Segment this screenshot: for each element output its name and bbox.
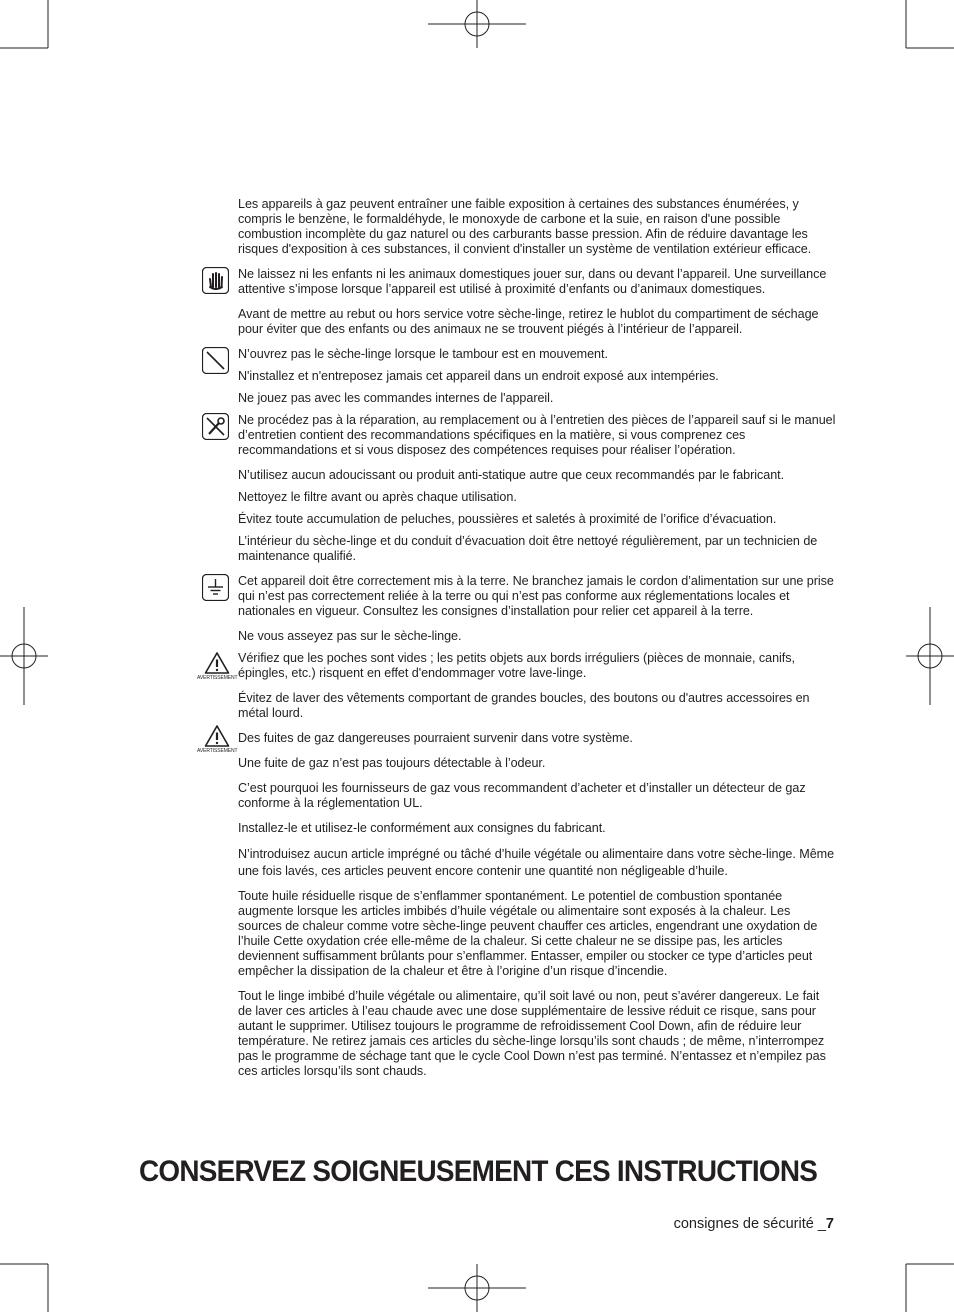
registration-mark-left (0, 607, 48, 705)
paragraph-gas-odor: Une fuite de gaz n’est pas toujours détectable à l’odeur. (238, 756, 546, 770)
paragraph-weather: N'installez et n'entreposez jamais cet appareil dans un endroit exposé aux intempéries. (238, 369, 719, 383)
paragraph-pockets: AVERTISSEMENT Vérifiez que les poches sont vides ; les petits objets aux bords irréguliers (pièces de monnaie, canifs, épingles, etc.) risquent en effet d'endommager votre lave-linge. (197, 651, 795, 681)
paragraph-gas-leak: AVERTISSEMENT Des fuites de gaz dangereuses pourraient survenir dans votre système. (238, 731, 836, 746)
paragraph-cleaning: L’intérieur du sèche-linge et du conduit d’évacuation doit être nettoyé régulièrement, par un technicien de maintenance qualifié. (238, 534, 818, 563)
paragraph-lint: Évitez toute accumulation de peluches, poussières et saletés à proximité de l’orifice d’évacuation. (238, 512, 777, 526)
paragraph-gas-exposure: Les appareils à gaz peuvent entraîner une faible exposition à certaines des substances énumérées, y compris le benzène, le formaldéhyde, le monoxyde de carbone et la suie, en raison d'une possible combustion incomplète du gaz naturel ou des carburants basse pression. Afin de réduire davantage les risques d'exposition à ces substances, il convient d'installer un système de ventilation extérieur efficace. (238, 197, 812, 256)
registration-mark-top (428, 0, 526, 48)
paragraph-controls: Ne jouez pas avec les commandes internes de l'appareil. (238, 391, 554, 405)
warning-triangle-icon (197, 651, 237, 681)
paragraph-oily-items: N’introduisez aucun article imprégné ou tâché d’huile végétale ou alimentaire dans votre sèche-linge. Même une fois lavés, ces articles peuvent encore contenir une quantité non négligeable d’huile. (238, 847, 835, 878)
warning-triangle-icon (197, 724, 237, 754)
warning-caption: AVERTISSEMENT (197, 748, 238, 754)
registration-mark-bottom (428, 1264, 526, 1312)
crop-mark-top-left (0, 0, 50, 50)
crop-mark-top-right (904, 0, 954, 50)
paragraph-drum-moving: N’ouvrez pas le sèche-linge lorsque le tambour est en mouvement. (238, 347, 836, 362)
paragraph-filter: Nettoyez le filtre avant ou après chaque utilisation. (238, 490, 517, 504)
hand-stop-icon (202, 267, 229, 294)
paragraph-children-pets: Ne laissez ni les enfants ni les animaux domestiques jouer sur, dans ou devant l’appareil. Une surveillance attentive s’impose lorsque l’appareil est utilisé à proximité d’enfants ou d’animaux domestiques. (238, 267, 836, 297)
registration-mark-right (906, 607, 954, 705)
paragraph-softener: N’utilisez aucun adoucissant ou produit anti-statique autre que ceux recommandés par le fabricant. (238, 468, 785, 482)
paragraph-no-repair: Ne procédez pas à la réparation, au remplacement ou à l’entretien des pièces de l’appareil sauf si le manuel d’entretien contient des recommandations spécifiques en la matière, si vous comprenez ces recommandations et si vous disposez des compétences requises pour réaliser l’opération. (238, 413, 836, 458)
paragraph-gas-detector: C’est pourquoi les fournisseurs de gaz vous recommandent d’acheter et d’installer un détecteur de gaz conforme à la réglementation UL. (238, 781, 806, 810)
save-instructions-title: CONSERVEZ SOIGNEUSEMENT CES INSTRUCTIONS (139, 1155, 818, 1188)
paragraph-install-detector: Installez-le et utilisez-le conformément aux consignes du fabricant. (238, 821, 606, 835)
crop-mark-bottom-right (904, 1262, 954, 1312)
crop-mark-bottom-left (0, 1262, 50, 1312)
warning-caption: AVERTISSEMENT (197, 675, 238, 681)
paragraph-metal-accessories: Évitez de laver des vêtements comportant de grandes boucles, des boutons ou d'autres accessoires en métal lourd. (238, 691, 810, 720)
paragraph-disposal: Avant de mettre au rebut ou hors service votre sèche-linge, retirez le hublot du compartiment de séchage pour éviter que des enfants ou des animaux ne se trouvent piégés à l’intérieur de l’appareil. (238, 307, 819, 336)
section-label: consignes de sécurité _ (673, 1216, 826, 1232)
no-repair-icon (202, 413, 229, 440)
page-footer (674, 1214, 834, 1234)
paragraph-spontaneous-combustion: Toute huile résiduelle risque de s’enflammer spontanément. Le potentiel de combustion spontanée augmente lorsque les articles imbibés d’huile végétale ou alimentaire sont exposés à la chaleur. Les sources de chaleur comme votre sèche-linge peuvent chauffer ces articles, engendrant une oxydation de l’huile Cette oxydation crée elle-même de la chaleur. Si cette chaleur ne se dissipe pas, les articles deviennent suffisamment brûlants pour s’enflammer. Entasser, empiler ou stocker ce type d’articles peut empêcher la dissipation de la chaleur et être à l’origine d’un risque d’incendie. (238, 889, 818, 978)
paragraph-grounding: Cet appareil doit être correctement mis à la terre. Ne branchez jamais le cordon d’alimentation sur une prise qui n’est pas correctement reliée à la terre ou qui n’est pas conforme aux réglementations locales et nationales en vigueur. Consultez les consignes d’installation pour relier cet appareil à la terre. (238, 574, 836, 619)
page-number: 7 (825, 1216, 834, 1232)
prohibited-icon (202, 347, 229, 374)
paragraph-no-sit: Ne vous asseyez pas sur le sèche-linge. (238, 629, 462, 643)
safety-instructions (197, 197, 836, 1089)
ground-icon (202, 574, 229, 601)
paragraph-oily-laundry: Tout le linge imbibé d’huile végétale ou alimentaire, qu’il soit lavé ou non, peut s’avérer dangereux. Le fait de laver ces articles à l’eau chaude avec une dose supplémentaire de lessive réduit ce risque, sans pour autant le supprimer. Utilisez toujours le programme de refroidissement Cool Down, afin de réduire leur température. Ne retirez jamais ces articles du sèche-linge lorsqu’ils sont chauds ; de même, n’interrompez pas le programme de séchage tant que le cycle Cool Down n’est pas terminé. N’entassez et n’empilez pas ces articles lorsqu’ils sont chauds. (238, 989, 826, 1078)
